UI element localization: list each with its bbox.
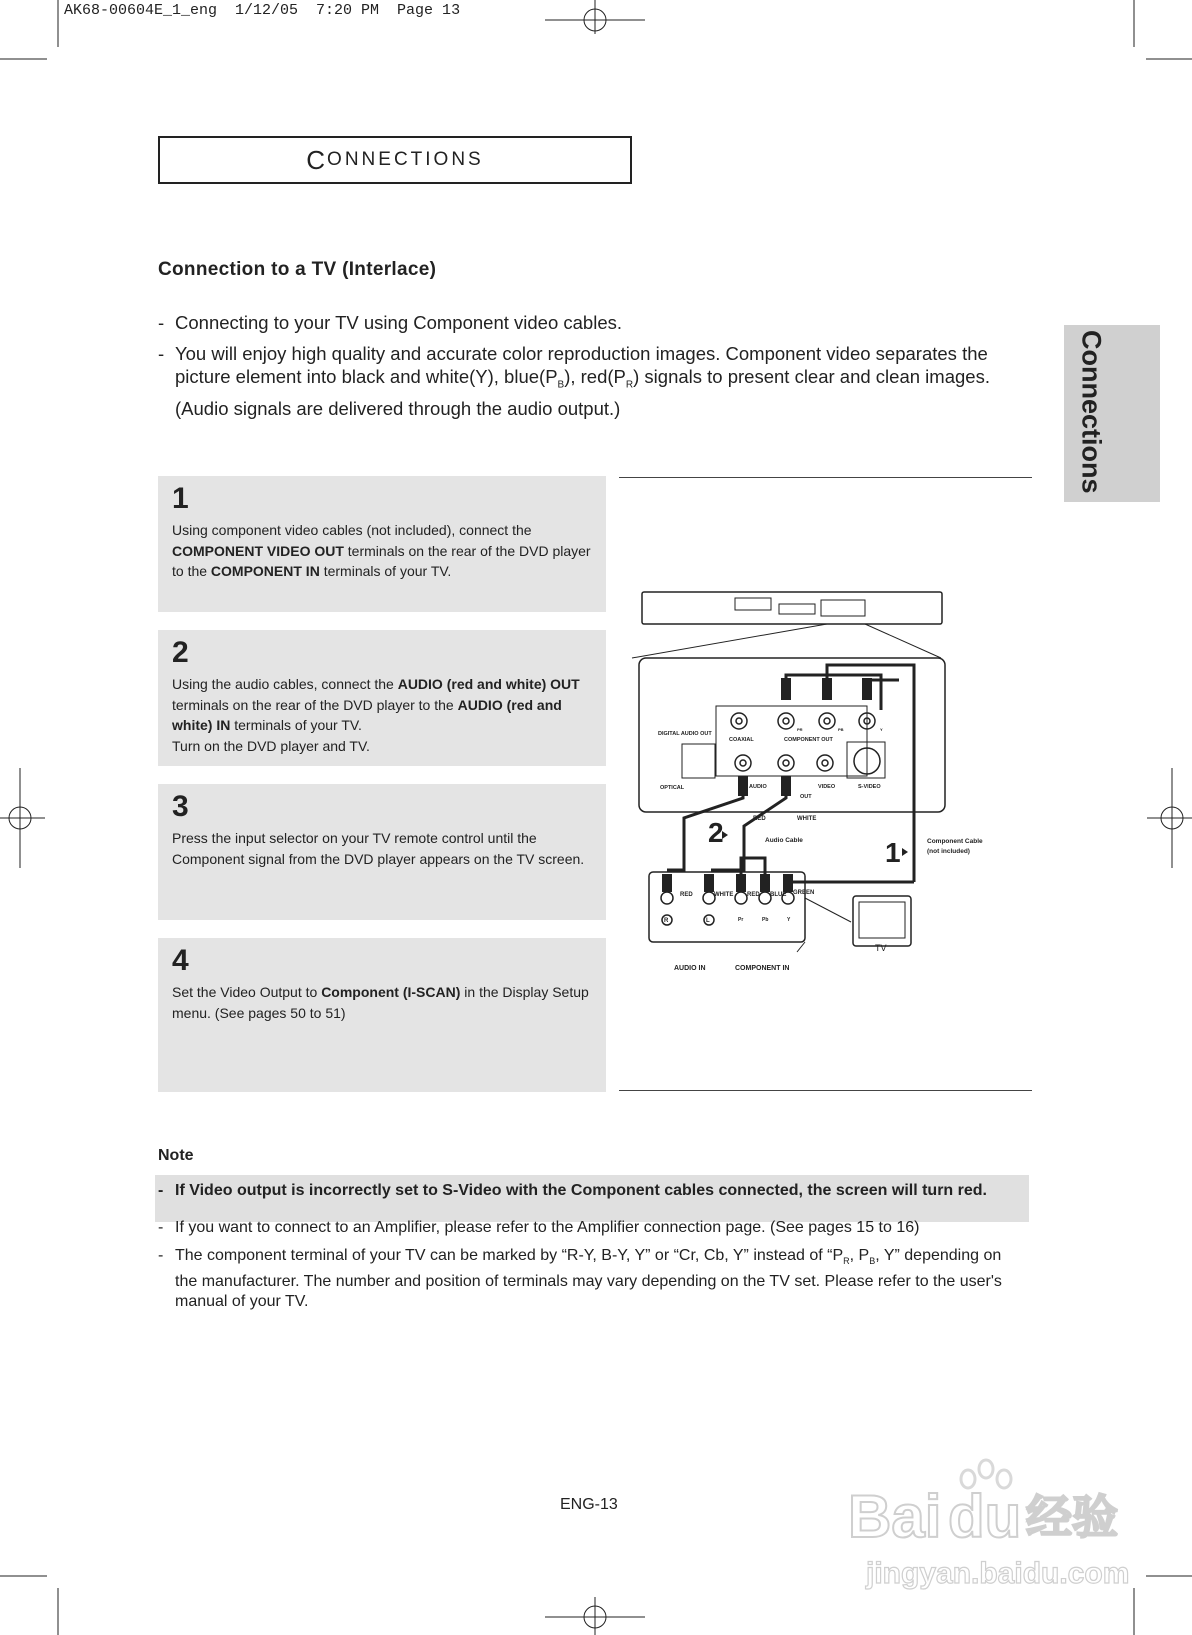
note-text: If you want to connect to an Amplifier, please refer to the Amplifier connection page. (See pages 15 to 16) <box>175 1218 920 1236</box>
page-title <box>158 136 632 184</box>
label-component-cable: Component Cable <box>927 838 983 845</box>
label-red: RED <box>753 816 766 822</box>
label-tv-blue: BLUE <box>770 892 787 898</box>
intro-text: You will enjoy high quality and accurate color reproduction images. Component video separates the picture element into black and white(Y), $blue(P_B)$, $red(P_R)$ signals to present clear and clean images. (Audio signals are delivered through the audio output.) <box>175 343 990 419</box>
watermark-url: jingyan.baidu.com <box>866 1557 1130 1590</box>
step-box-1 <box>158 476 606 612</box>
label-pb: PB <box>838 727 844 732</box>
page-number: ENG-13 <box>560 1496 618 1513</box>
label-optical: OPTICAL <box>660 785 685 791</box>
watermark-cn: 经验 <box>1026 1491 1118 1543</box>
step-box-2 <box>158 630 606 766</box>
step-text: Press the input selector on your TV remote control until the Component signal from the DVD player appears on the TV screen. <box>172 830 585 867</box>
label-digital-audio-out: DIGITAL AUDIO OUT <box>658 731 712 737</box>
label-audio-cable: Audio Cable <box>765 837 803 844</box>
page-title-rest: ONNECTIONS <box>327 149 484 170</box>
note-text: If Video output is incorrectly set to S-Video with the Component cables connected, the screen will turn red. <box>175 1182 987 1199</box>
label-video: VIDEO <box>818 784 836 790</box>
label-r: R <box>664 918 669 924</box>
intro-item: - Connecting to your TV using Component video cables. <box>158 312 623 333</box>
intro-text: Connecting to your TV using Component video cables. <box>175 312 623 333</box>
diagram-step-1: 1 <box>885 837 901 868</box>
note-item: - If Video output is incorrectly set to S-Video with the Component cables connected, the screen will turn red. <box>158 1181 1023 1202</box>
dvd-player-body <box>642 592 942 624</box>
connection-diagram <box>619 580 1032 990</box>
note-list <box>158 1181 1023 1321</box>
step-text: Using component video cables (not included), connect the COMPONENT VIDEO OUT terminals on the rear of the DVD player to the COMPONENT IN terminals of your TV. <box>172 522 591 579</box>
label-tv-y: Y <box>787 917 791 923</box>
label-tv-red: RED <box>680 892 693 898</box>
label-audio-in: AUDIO IN <box>674 965 706 972</box>
label-tv-green: GREEN <box>793 890 815 896</box>
intro-list <box>158 311 1018 428</box>
note-heading: Note <box>158 1147 194 1164</box>
diagram-step-2: 2 <box>708 817 724 848</box>
section-heading: Connection to a TV (Interlace) <box>158 259 437 280</box>
watermark-du: du <box>948 1483 1022 1550</box>
label-s-video: S-VIDEO <box>858 784 881 790</box>
label-tv: TV <box>875 943 887 953</box>
step-number: 3 <box>172 790 189 823</box>
page-title-initial: C <box>306 144 328 175</box>
diagram-bottom-rule <box>619 1090 1032 1091</box>
step-box-3 <box>158 784 606 920</box>
note-item: - If you want to connect to an Amplifier, please refer to the Amplifier connection page. (See pages 15 to 16) <box>158 1218 1023 1239</box>
step-box-4 <box>158 938 606 1092</box>
step-text: Set the Video Output to Component (I-SCAN) in the Display Setup menu. (See pages 50 to 51) <box>172 984 589 1021</box>
label-tv-white: WHITE <box>714 892 734 898</box>
note-text: The component terminal of your TV can be marked by “R-Y, B-Y, Y” or “Cr, Cb, Y” instead of “$P_R$, $P_B$, Y” depending on the manufacturer. The number and position of terminals may vary depending on the TV set. Please refer to the user's manual of your TV. <box>175 1247 1002 1311</box>
label-white: WHITE <box>797 816 817 822</box>
label-tv-pb: Pb <box>762 917 769 923</box>
label-component-in: COMPONENT IN <box>735 965 790 972</box>
label-component-out: COMPONENT OUT <box>784 737 833 743</box>
diagram-top-rule <box>619 477 1032 478</box>
side-tab-label: Connections <box>1076 330 1107 494</box>
step-number: 4 <box>172 944 189 977</box>
component-out-jacks <box>731 713 880 774</box>
note-item: - The component terminal of your TV can be marked by “R-Y, B-Y, Y” or “Cr, Cb, Y” instead of “$P_R$, $P_B$, Y” depending on the manufacturer. The number and position of terminals may vary depending on the TV set. Please refer to the user's manual of your TV. <box>158 1246 1023 1313</box>
watermark-brand: Bai <box>848 1483 942 1550</box>
label-not-included: (not included) <box>927 848 970 855</box>
label-out: OUT <box>800 794 812 800</box>
label-l: L <box>706 918 710 924</box>
step-number: 2 <box>172 636 189 669</box>
label-y: Y <box>880 727 883 732</box>
print-header: AK68-00604E_1_eng 1/12/05 7:20 PM Page 13 <box>64 2 461 19</box>
tv-input-panel <box>649 872 805 942</box>
step-text: Using the audio cables, connect the AUDIO (red and white) OUT terminals on the rear of the DVD player to the AUDIO (red and white) IN terminals of your TV. Turn on the DVD player and TV. <box>172 676 580 754</box>
label-audio: AUDIO <box>749 784 767 790</box>
label-tv-red2: RED <box>747 892 760 898</box>
intro-item: - You will enjoy high quality and accurate color reproduction images. Component video separates the picture element into black and white(Y), $blue(P_B)$, $red(P_R)$ signals to present clear and clean images. (Audio signals are delivered through the audio output.) <box>158 342 1018 420</box>
baidu-watermark <box>848 1455 1138 1595</box>
label-tv-pr: Pr <box>738 917 744 923</box>
label-pr: PR <box>797 727 803 732</box>
step-number: 1 <box>172 482 189 515</box>
label-coaxial: COAXIAL <box>729 737 754 743</box>
